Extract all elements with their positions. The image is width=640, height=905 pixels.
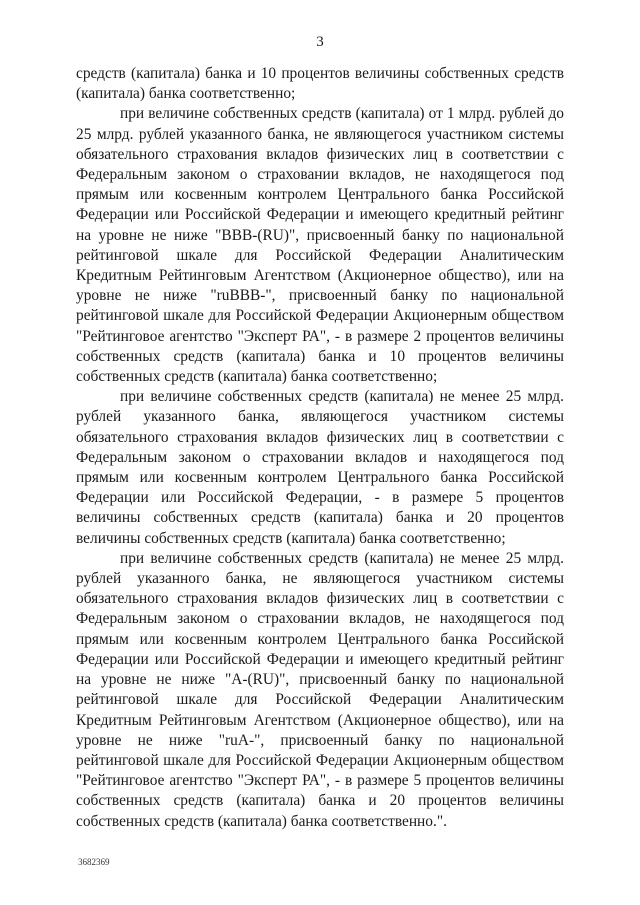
paragraph-clause-3: при величине собственных средств (капитала) не менее 25 млрд. рублей указанного банка, не являющегося участником системы обязательного страхования вкладов физических лиц в соответствии с Федеральным законом о страховании вкладов, не находящегося под прямым или косвенным контролем Центрального банка Российской Федерации или Российской Федерации и имеющего кредитный рейтинг на уровне не ниже "A-(RU)", присвоенный банку по национальной рейтинговой шкале для Российской Федерации Аналитическим Кредитным Рейтинговым Агентством (Акционерное общество), или на уровне не ниже "ruA-", присвоенный банку по национальной рейтинговой шкале для Российской Федерации Акционерным обществом "Рейтинговое агентство "Эксперт РА", - в размере 5 процентов величины собственных средств (капитала) банка и 20 процентов величины собственных средств (капитала) банка соответственно.".	[76, 549, 564, 830]
paragraph-clause-1: при величине собственных средств (капитала) от 1 млрд. рублей до 25 млрд. рублей указанного банка, не являющегося участником системы обязательного страхования вкладов физических лиц в соответствии с Федеральным законом о страховании вкладов, не находящегося под прямым или косвенным контролем Центрального банка Российской Федерации или Российской Федерации и имеющего кредитный рейтинг на уровне не ниже "BBB-(RU)", присвоенный банку по национальной рейтинговой шкале для Российской Федерации Аналитическим Кредитным Рейтинговым Агентством (Акционерное общество), или на уровне не ниже "ruBBB-", присвоенный банку по национальной рейтинговой шкале для Российской Федерации Акционерным обществом "Рейтинговое агентство "Эксперт РА", - в размере 2 процентов величины собственных средств (капитала) банка и 10 процентов величины собственных средств (капитала) банка соответственно;	[76, 105, 564, 386]
paragraph-continuation: средств (капитала) банка и 10 процентов величины собственных средств (капитала) банка соответственно;	[76, 65, 564, 103]
document-code: 3682369	[78, 857, 110, 867]
page-number: 3	[316, 34, 324, 50]
document-body	[76, 64, 564, 832]
paragraph-clause-2: при величине собственных средств (капитала) не менее 25 млрд. рублей указанного банка, являющегося участником системы обязательного страхования вкладов физических лиц в соответствии с Федеральным законом о страховании вкладов и находящегося под прямым или косвенным контролем Центрального банка Российской Федерации или Российской Федерации, - в размере 5 процентов величины собственных средств (капитала) банка и 20 процентов величины собственных средств (капитала) банка соответственно;	[76, 388, 564, 547]
